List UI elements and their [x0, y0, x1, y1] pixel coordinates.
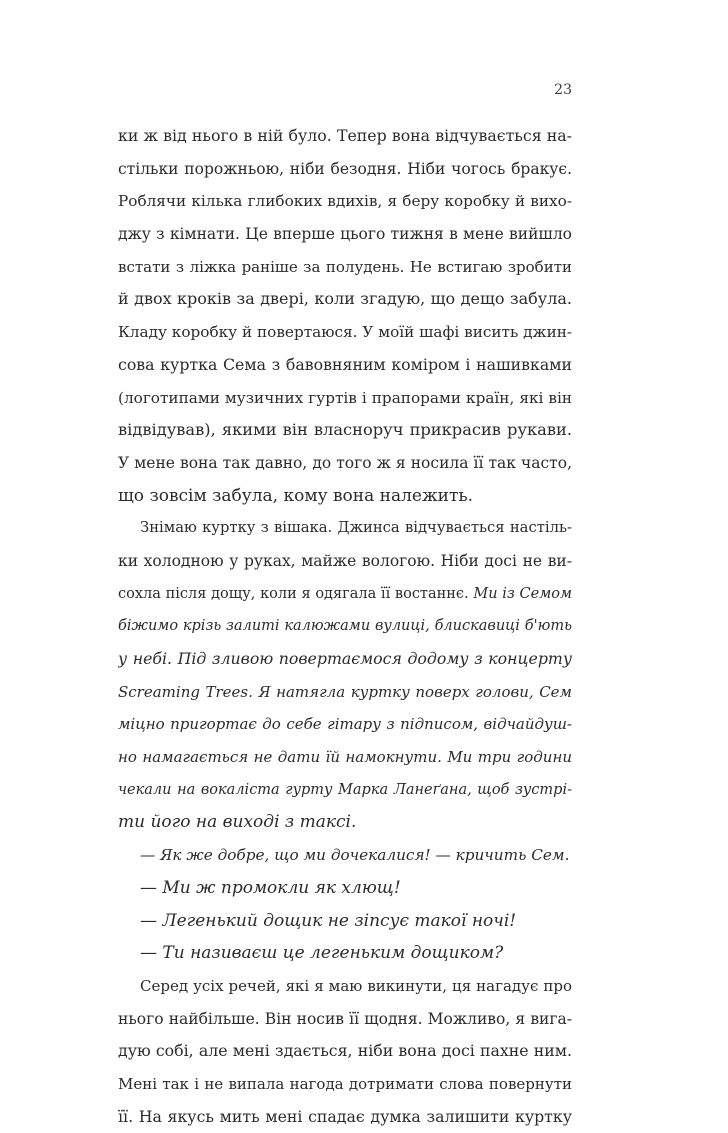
text-segment: сохла після дощу, коли я одягала її востаннє. [118, 585, 474, 602]
italic-text-segment: у небі. Під зливою повертаємося додому з концерту [118, 649, 572, 668]
text-line [118, 970, 572, 1003]
text-segment: її. На якусь мить мені спадає думка залишити куртку [118, 1106, 572, 1126]
italic-text-segment: ти його на виході з таксі. [118, 812, 357, 833]
italic-text-segment: но намагається не дати їй намокнути. Ми три години [118, 748, 572, 767]
text-segment: Роблячи кілька глибоких вдихів, я беру коробку й вихо- [118, 192, 572, 211]
text-segment: Мені так і не випала нагода дотримати слова повернути [118, 1074, 572, 1093]
text-line [118, 937, 572, 970]
text-segment: відвідував), якими він власноруч прикрасив рукави. [118, 420, 572, 440]
page-number: 23 [554, 82, 572, 98]
text-line [118, 545, 572, 578]
text-line [118, 578, 572, 611]
text-segment: стільки порожньою, ніби безодня. Ніби чогось бракує. [118, 159, 572, 178]
text-line [118, 708, 572, 741]
text-line [118, 447, 572, 480]
text-segment: що зовсім забула, кому вона належить. [118, 485, 474, 506]
text-segment: Серед усіх речей, які я маю викинути, ця нагадує про [140, 976, 572, 995]
italic-text-segment: біжимо крізь залиті калюжами вулиці, блискавиці б'ють [118, 618, 572, 635]
text-line [118, 1101, 572, 1133]
text-segment: встати з ліжка раніше за полудень. Не встигаю зробити [118, 257, 572, 276]
text-line [118, 741, 572, 774]
text-line [118, 382, 572, 415]
text-line [118, 774, 572, 807]
text-line [118, 610, 572, 643]
text-segment: джу з кімнати. Це вперше цього тижня в мене вийшло [118, 225, 572, 244]
text-line [118, 643, 572, 676]
text-line [118, 512, 572, 545]
italic-text-segment: Ми із Семом [473, 585, 572, 602]
text-line [118, 120, 572, 153]
text-segment: й двох кроків за двері, коли згадую, що дещо забула. [118, 289, 572, 309]
italic-text-segment: — Ми ж промокли як хлющ! [140, 877, 401, 898]
text-line [118, 480, 572, 513]
text-segment: сова куртка Сема з бавовняним коміром і нашивками [118, 354, 572, 374]
text-line [118, 251, 572, 284]
text-line [118, 839, 572, 872]
text-line [118, 1035, 572, 1068]
italic-text-segment: — Легенький дощик не зіпсує такої ночі! [140, 910, 517, 931]
italic-text-segment: — Ти називаєш це легеньким дощиком? [140, 943, 504, 964]
text-segment: ки холодною у руках, майже вологою. Ніби досі не ви- [118, 551, 572, 570]
body-text [118, 120, 572, 1133]
text-segment: Знімаю куртку з вішака. Джинса відчувається настіль- [140, 519, 572, 537]
text-line [118, 283, 572, 316]
text-line [118, 806, 572, 839]
text-segment: Кладу коробку й повертаюся. У моїй шафі висить джин- [118, 323, 572, 342]
text-line [118, 676, 572, 709]
text-segment: (логотипами музичних гуртів і прапорами країн, які він [118, 388, 572, 407]
italic-text-segment: — Як же добре, що ми дочекалися! — кричить Сем. [140, 846, 570, 865]
text-line [118, 872, 572, 905]
italic-text-segment: чекали на вокаліста гурту Марка Ланеґана, щоб зустрі- [118, 781, 572, 798]
text-line [118, 185, 572, 218]
text-line [118, 414, 572, 447]
text-line [118, 218, 572, 251]
italic-text-segment: міцно пригортає до себе гітару з підписом, відчайдуш- [118, 715, 572, 734]
text-line [118, 153, 572, 186]
text-segment: ки ж від нього в ній було. Тепер вона відчувається на- [118, 126, 572, 145]
text-line [118, 905, 572, 938]
text-segment: нього найбільше. Він носив її щодня. Можливо, я вига- [118, 1009, 572, 1028]
text-segment: дую собі, але мені здається, ніби вона досі пахне ним. [118, 1041, 572, 1061]
text-line [118, 349, 572, 382]
text-line [118, 1068, 572, 1101]
text-segment: У мене вона так давно, до того ж я носила її так часто, [118, 453, 572, 472]
text-line [118, 1003, 572, 1036]
text-line [118, 316, 572, 349]
italic-text-segment: Screaming Trees. Я натягла куртку поверх голови, Сем [118, 682, 572, 701]
